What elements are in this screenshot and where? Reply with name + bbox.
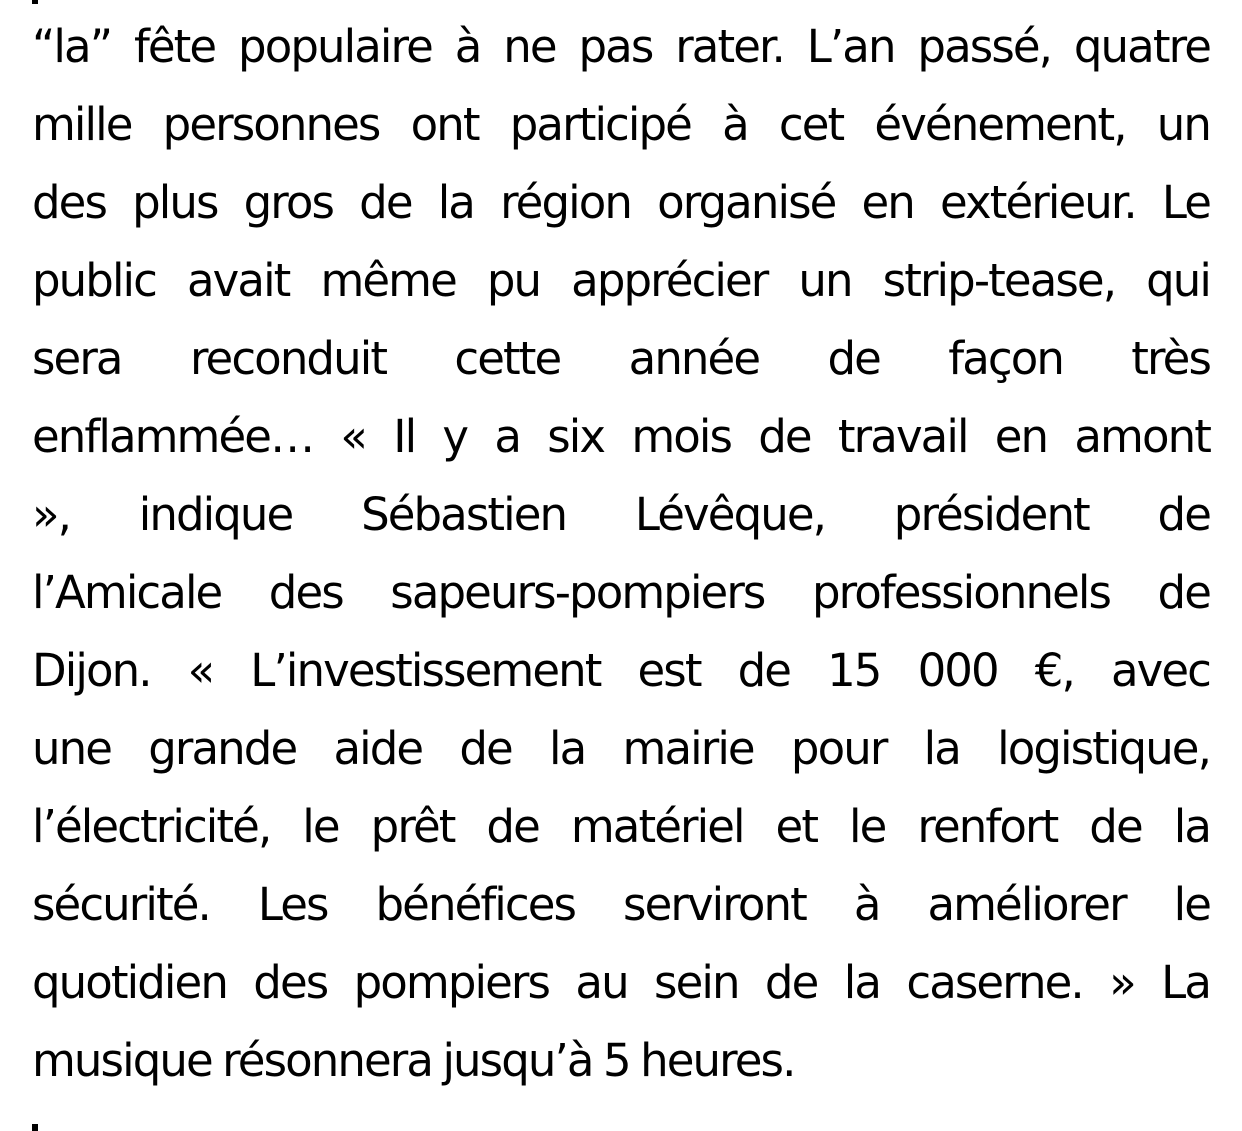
paragraph-line: public avait même pu apprécier un strip-tease, qui: [32, 254, 1210, 307]
paragraph-line: sera reconduit cette année de façon très: [32, 332, 1210, 385]
paragraph-line: l’Amicale des sapeurs-pompiers professionnels de: [32, 566, 1210, 619]
paragraph-line: quotidien des pompiers au sein de la caserne. » La: [32, 956, 1210, 1009]
paragraph-line: sécurité. Les bénéfices serviront à améliorer le: [32, 878, 1210, 931]
clipped-text-fragment-bottom: [32, 1124, 38, 1131]
paragraph-line: enflammée… « Il y a six mois de travail en amont: [32, 410, 1210, 463]
paragraph-line: une grande aide de la mairie pour la logistique,: [32, 722, 1210, 775]
paragraph-last-line: musique résonnera jusqu’à 5 heures.: [32, 1034, 795, 1087]
paragraph-line: Dijon. « L’investissement est de 15 000 €, avec: [32, 644, 1210, 697]
paragraph-line: l’électricité, le prêt de matériel et le renfort de la: [32, 800, 1210, 853]
clipped-text-fragment-top: [32, 0, 38, 4]
article-paragraph: [32, 8, 1210, 1100]
paragraph-line: “la” fête populaire à ne pas rater. L’an passé, quatre: [32, 20, 1210, 73]
paragraph-line: », indique Sébastien Lévêque, président de: [32, 488, 1210, 541]
paragraph-line: des plus gros de la région organisé en extérieur. Le: [32, 176, 1210, 229]
paragraph-line: mille personnes ont participé à cet événement, un: [32, 98, 1210, 151]
